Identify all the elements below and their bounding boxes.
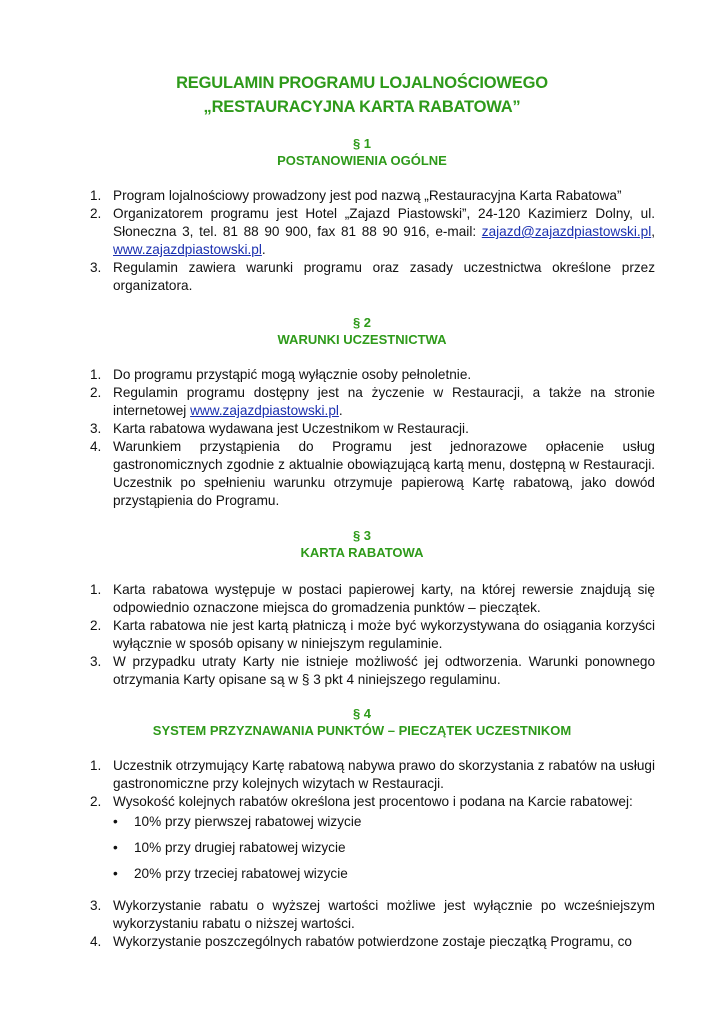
- list-item: [90, 420, 655, 438]
- bullet-icon: •: [113, 866, 118, 881]
- item-text: Wykorzystanie poszczególnych rabatów potwierdzone zostaje pieczątką Programu, co: [113, 934, 632, 949]
- list-item: [90, 187, 655, 205]
- item-text: Uczestnik otrzymujący Kartę rabatową nabywa prawo do skorzystania z rabatów na usługi gastronomiczne przy kolejnych wizytach w Restauracji.: [113, 758, 655, 791]
- list-item: [90, 897, 655, 933]
- section-1-number: § 1: [352, 136, 372, 151]
- item-number: 1.: [90, 367, 102, 382]
- section-1-title: POSTANOWIENIA OGÓLNE: [277, 153, 447, 168]
- bullet-text: 20% przy trzeciej rabatowej wizycie: [134, 866, 348, 881]
- list-item: [90, 793, 655, 891]
- bullet-item: [113, 813, 655, 839]
- section-3-list: [90, 581, 655, 689]
- list-item: [90, 581, 655, 617]
- item-number: 4.: [90, 934, 102, 949]
- bullet-icon: •: [113, 840, 118, 855]
- section-2-number: § 2: [352, 315, 372, 330]
- item-number: 2.: [90, 794, 102, 809]
- item-number: 3.: [90, 654, 102, 669]
- item-number: 3.: [90, 898, 102, 913]
- item-text: Regulamin programu dostępny jest na życzenie w Restauracji, a także na stronie internetowej: [113, 385, 655, 418]
- title-line-2: „RESTAURACYJNA KARTA RABATOWA”: [203, 98, 521, 116]
- bullet-icon: •: [113, 814, 118, 829]
- list-item: [90, 205, 655, 259]
- item-number: 1.: [90, 582, 102, 597]
- item-text: Warunkiem przystąpienia do Programu jest jednorazowe opłacenie usług gastronomicznych zgodnie z aktualnie obowiązującą kartą menu, dostępną w Restauracji. Uczestnik po spełnieniu warunku otrzymuje papierową Kartę rabatową, jako dowód przystąpienia do Programu.: [113, 439, 655, 508]
- section-2-list: [90, 366, 655, 510]
- item-number: 2.: [90, 385, 102, 400]
- section-1-list: [90, 187, 655, 295]
- item-text: Regulamin zawiera warunki programu oraz zasady uczestnictwa określone przez organizatora.: [113, 260, 655, 293]
- list-item: [90, 933, 655, 951]
- item-number: 4.: [90, 439, 102, 454]
- item-text: Organizatorem programu jest Hotel „Zajazd Piastowski”, 24-120 Kazimierz Dolny, ul. Słoneczna 3, tel. 81 88 90 900, fax 81 88 90 916, e-mail:: [113, 206, 655, 239]
- item-text-end: .: [261, 242, 266, 257]
- list-item: [90, 617, 655, 653]
- item-separator: ,: [651, 224, 655, 239]
- list-item: [90, 653, 655, 689]
- item-number: 1.: [90, 758, 102, 773]
- item-text: Karta rabatowa występuje w postaci papierowej karty, na której rewersie znajdują się odpowiednio oznaczone miejsca do gromadzenia punktów – pieczątek.: [113, 582, 655, 615]
- item-text: Do programu przystąpić mogą wyłącznie osoby pełnoletnie.: [113, 367, 472, 382]
- bullet-item: [113, 839, 655, 865]
- item-text: Karta rabatowa nie jest kartą płatniczą i może być wykorzystywana do osiągania korzyści wyłącznie w sposób opisany w niniejszym regulaminie.: [113, 618, 655, 651]
- item-text: W przypadku utraty Karty nie istnieje możliwość jej odtworzenia. Warunki ponownego otrzymania Karty opisane są w § 3 pkt 4 niniejszego regulaminu.: [113, 654, 655, 687]
- title-line-1: REGULAMIN PROGRAMU LOJALNOŚCIOWEGO: [176, 74, 548, 92]
- bullet-text: 10% przy pierwszej rabatowej wizycie: [134, 814, 362, 829]
- website-link[interactable]: www.zajazdpiastowski.pl: [190, 403, 339, 418]
- section-3-number: § 3: [352, 528, 372, 543]
- item-text: Wysokość kolejnych rabatów określona jest procentowo i podana na Karcie rabatowej:: [113, 794, 633, 809]
- item-number: 3.: [90, 260, 102, 275]
- item-number: 2.: [90, 618, 102, 633]
- section-4-number: § 4: [352, 706, 372, 721]
- bullet-item: [113, 865, 655, 891]
- item-number: 1.: [90, 188, 102, 203]
- discount-bullet-list: [113, 813, 655, 891]
- item-text: Program lojalnościowy prowadzony jest pod nazwą „Restauracyjna Karta Rabatowa”: [113, 188, 622, 203]
- section-2-title: WARUNKI UCZESTNICTWA: [277, 332, 447, 347]
- item-number: 3.: [90, 421, 102, 436]
- section-3-title: KARTA RABATOWA: [300, 545, 424, 560]
- section-4-list: [90, 757, 655, 951]
- list-item: [90, 259, 655, 295]
- item-text-end: .: [338, 403, 343, 418]
- bullet-text: 10% przy drugiej rabatowej wizycie: [134, 840, 346, 855]
- list-item: [90, 366, 655, 384]
- item-text: Karta rabatowa wydawana jest Uczestnikom w Restauracji.: [113, 421, 469, 436]
- website-link[interactable]: www.zajazdpiastowski.pl: [113, 242, 262, 257]
- item-text: Wykorzystanie rabatu o wyższej wartości możliwe jest wyłącznie po wcześniejszym wykorzystaniu rabatu o niższej wartości.: [113, 898, 655, 931]
- section-4-title: SYSTEM PRZYZNAWANIA PUNKTÓW – PIECZĄTEK UCZESTNIKOM: [152, 723, 572, 738]
- item-number: 2.: [90, 206, 102, 221]
- list-item: [90, 384, 655, 420]
- list-item: [90, 438, 655, 510]
- document-title: [0, 71, 724, 119]
- list-item: [90, 757, 655, 793]
- email-link[interactable]: zajazd@zajazdpiastowski.pl: [481, 224, 652, 239]
